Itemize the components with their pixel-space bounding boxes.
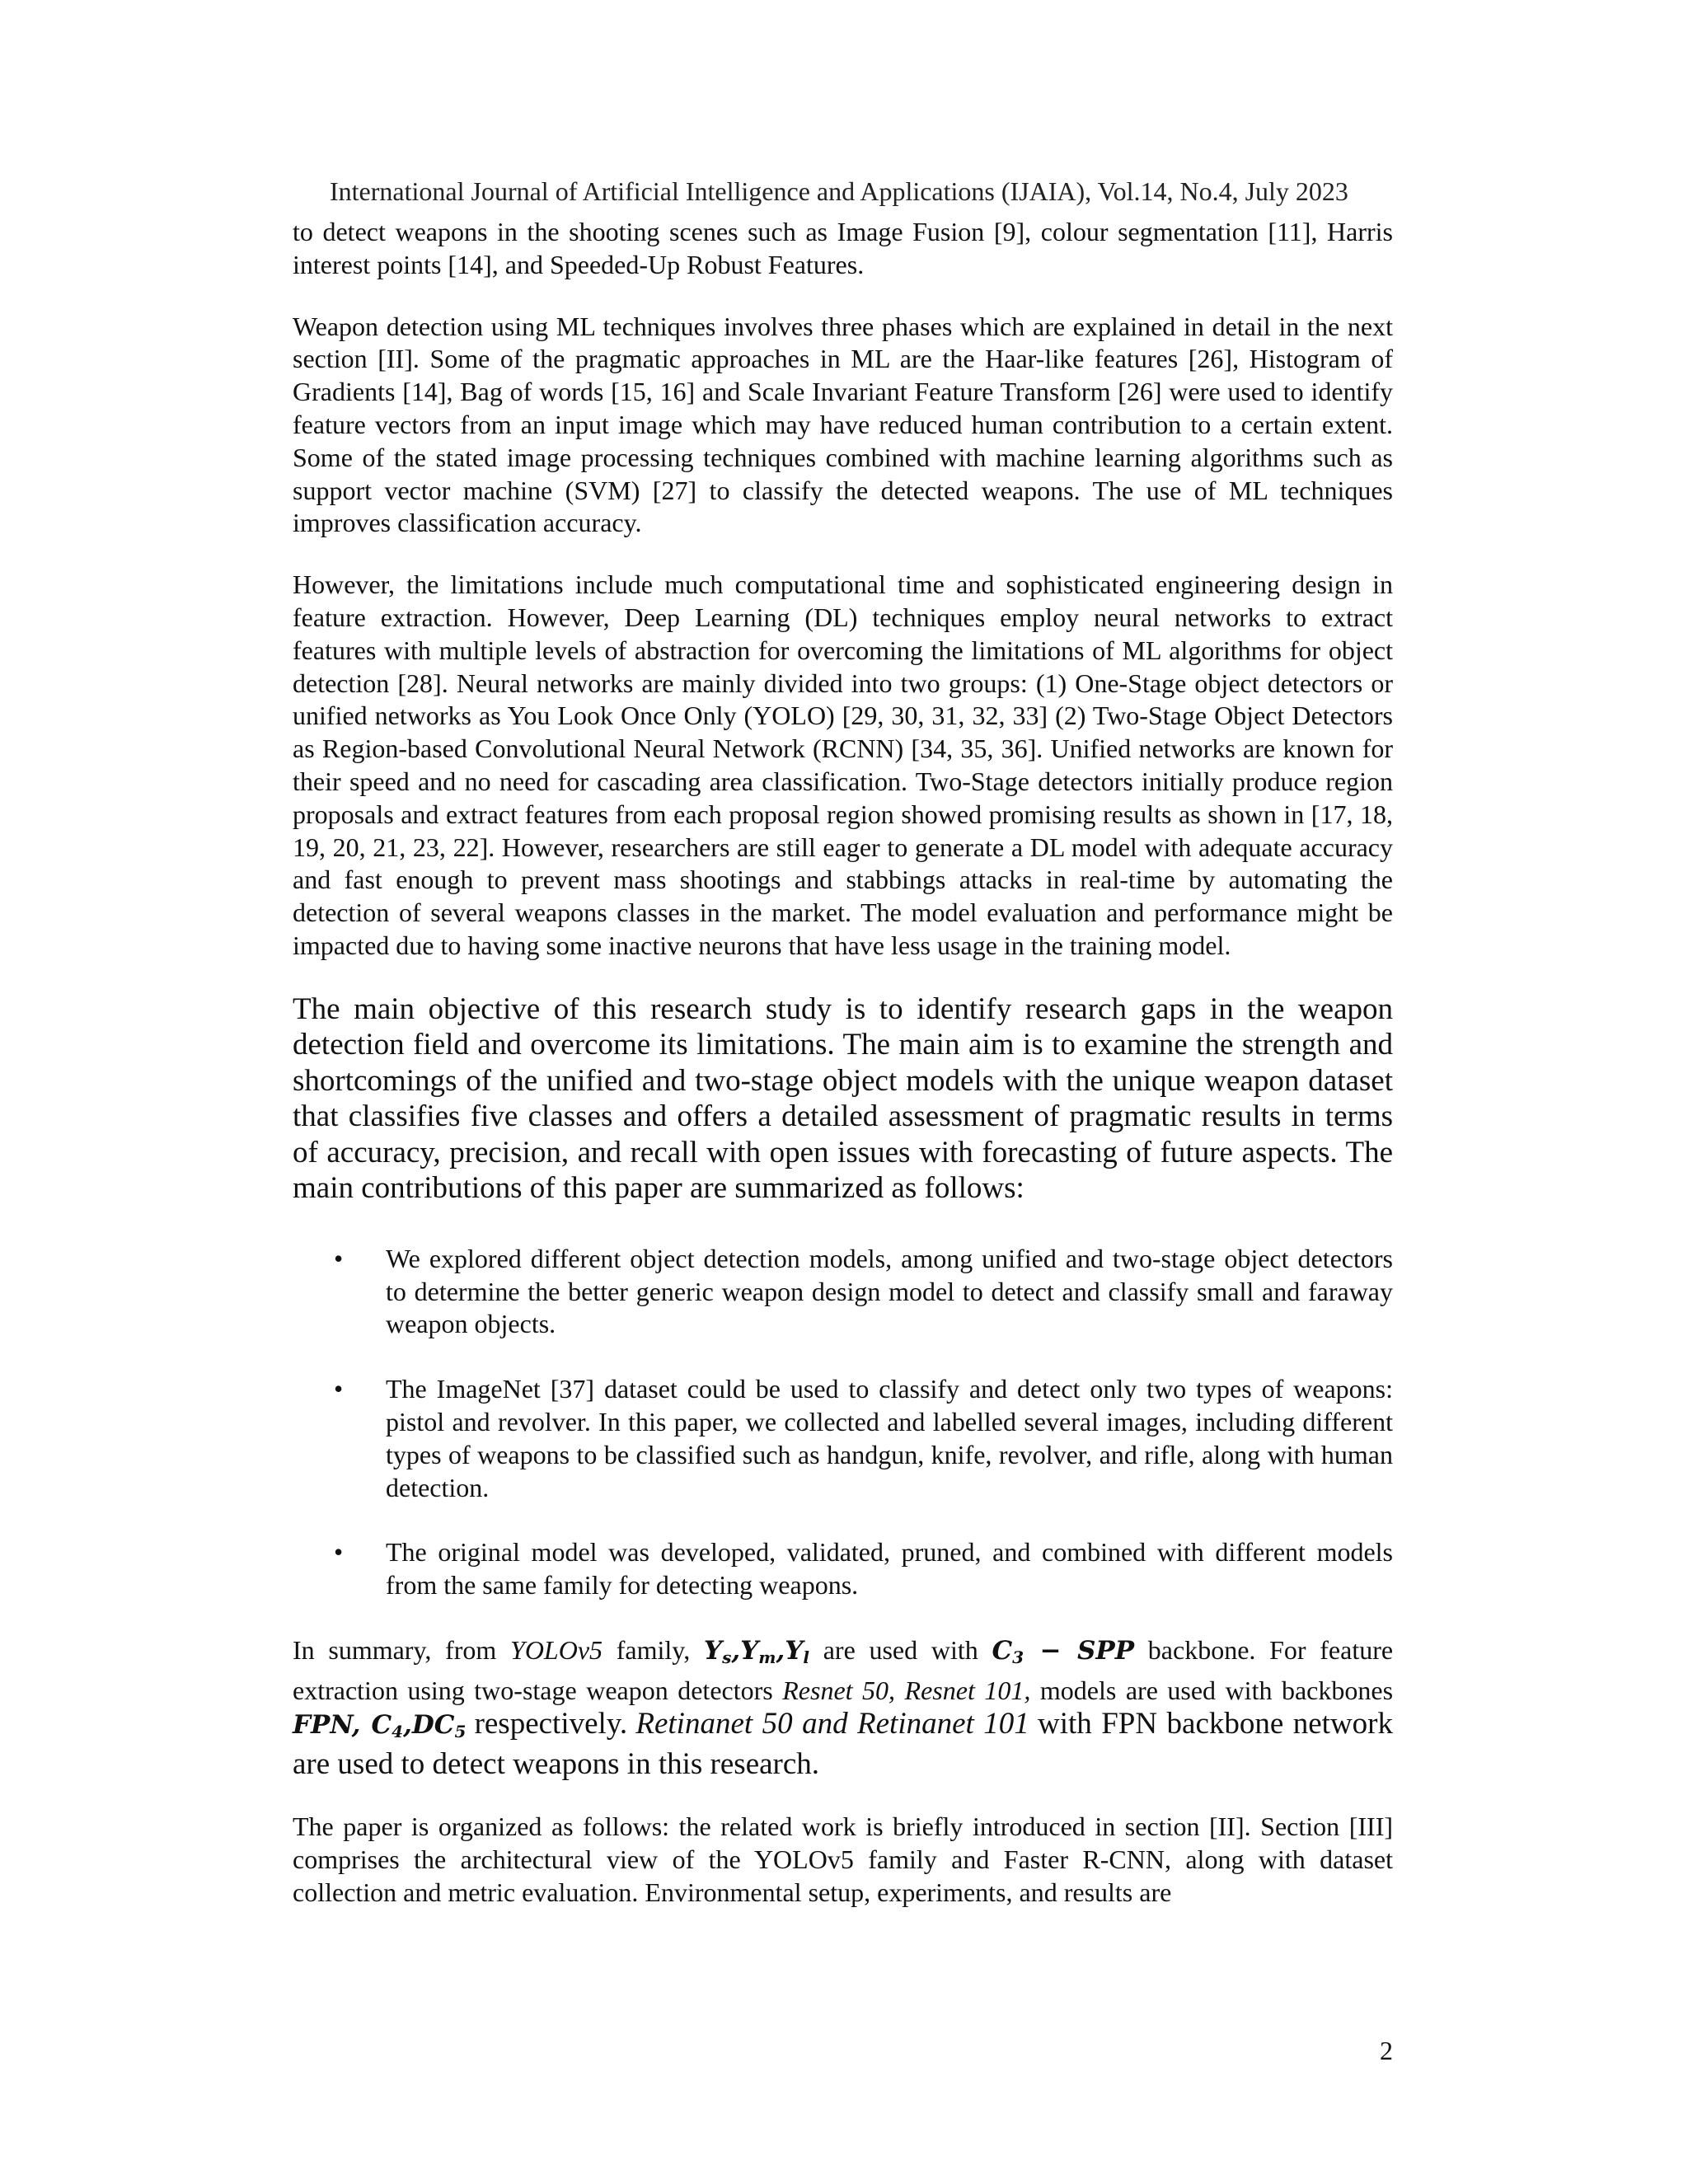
- summary-text: respectively.: [474, 1706, 628, 1741]
- contribution-text: The original model was developed, validated, pruned, and combined with different models from the same family for detecting weapons.: [386, 1537, 1393, 1601]
- page-number: 2: [1380, 2036, 1393, 2065]
- yolo-variants-math: $Y_s,Y_m,Y_l$: [703, 1635, 809, 1667]
- paragraph-organization: The paper is organized as follows: the related work is briefly introduced in section [II]. Section [III] comprises the architectural view of the YOLOv5 family and Faster R-CNN, along with dataset collection and metric evaluation. Environmental setup, experiments, and results are: [293, 1811, 1393, 1907]
- bullet-icon: •: [334, 1374, 344, 1404]
- bullet-icon: •: [334, 1537, 344, 1568]
- paragraph-objective: The main objective of this research study is to identify research gaps in the weapon detection field and overcome its limitations. The main aim is to examine the strength and shortcomings of the unified and two-stage object models with the unique weapon dataset that classifies five classes and offers a detailed assessment of pragmatic results in terms of accuracy, precision, and recall with open issues with forecasting of future aspects. The main contributions of this paper are summarized as follows:: [293, 991, 1393, 1206]
- backbones-math: FPN, $C_4,DC_5$: [293, 1709, 467, 1741]
- yolov5-family: YOLOv5: [510, 1634, 603, 1665]
- contribution-text: We explored different object detection models, among unified and two-stage object detectors to determine the better generic weapon design model to detect and classify small and faraway weapon objects.: [386, 1243, 1393, 1339]
- paragraph-3: However, the limitations include much computational time and sophisticated engineering design in feature extraction. However, Deep Learning (DL) techniques employ neural networks to extract features with multiple levels of abstraction for overcoming the limitations of ML algorithms for object detection [28]. Neural networks are mainly divided into two groups: (1) One-Stage object detectors or unified networks as You Look Once Only (YOLO) [29, 30, 31, 32, 33] (2) Two-Stage Object Detectors as Region-based Convolutional Neural Network (RCNN) [34, 35, 36]. Unified networks are known for their speed and no need for cascading area classification. Two-Stage detectors initially produce region proposals and extract features from each proposal region showed promising results as shown in [17, 18, 19, 20, 21, 23, 22]. However, researchers are still eager to generate a DL model with adequate accuracy and fast enough to prevent mass shootings and stabbings attacks in real-time by automating the detection of several weapons classes in the market. The model evaluation and performance might be impacted due to having some inactive neurons that have less usage in the training model.: [293, 569, 1393, 960]
- bullet-icon: •: [334, 1243, 344, 1273]
- c3-spp-math: $C_3$ − SPP: [992, 1635, 1135, 1667]
- paragraph-2: Weapon detection using ML techniques involves three phases which are explained in detail in the next section [II]. Some of the pragmatic approaches in ML are the Haar-like features [26], Histogram of Gradients [14], Bag of words [15, 16] and Scale Invariant Feature Transform [26] were used to identify feature vectors from an input image which may have reduced human contribution to a certain extent. Some of the stated image processing techniques combined with machine learning algorithms such as support vector machine (SVM) [27] to classify the detected weapons. The use of ML techniques improves classification accuracy.: [293, 311, 1393, 538]
- summary-text: In summary, from: [293, 1634, 497, 1665]
- running-header: International Journal of Artificial Intelligence and Applications (IJAIA), Vol.14, No.4, July 2023: [330, 176, 1348, 206]
- paragraph-1: to detect weapons in the shooting scenes such as Image Fusion [9], colour segmentation [11], Harris interest points [14], and Speeded-Up Robust Features.: [293, 217, 1393, 279]
- summary-text: with FPN backbone network are used to detect weapons in this research.: [293, 1706, 1393, 1782]
- contribution-item: [293, 1373, 1393, 1504]
- summary-text: family,: [616, 1634, 691, 1665]
- contribution-item: [293, 1243, 1393, 1341]
- paragraph-summary: [293, 1634, 1393, 1782]
- summary-text: are used with: [823, 1634, 978, 1665]
- retinanet-models: Retinanet 50 and Retinanet 101: [635, 1706, 1029, 1741]
- resnet-models: Resnet 50, Resnet 101,: [782, 1675, 1031, 1705]
- body-text: [293, 216, 1393, 1938]
- summary-text: backbone. For feature extraction using two-stage weapon detectors: [293, 1634, 1394, 1705]
- contributions-list: [293, 1243, 1393, 1602]
- contribution-text: The ImageNet [37] dataset could be used to classify and detect only two types of weapons: pistol and revolver. In this paper, we collected and labelled several images, including different types of weapons to be classified such as handgun, knife, revolver, and rifle, along with human detection.: [386, 1374, 1393, 1502]
- summary-text: models are used with backbones: [1039, 1675, 1394, 1705]
- contribution-item: [293, 1536, 1393, 1602]
